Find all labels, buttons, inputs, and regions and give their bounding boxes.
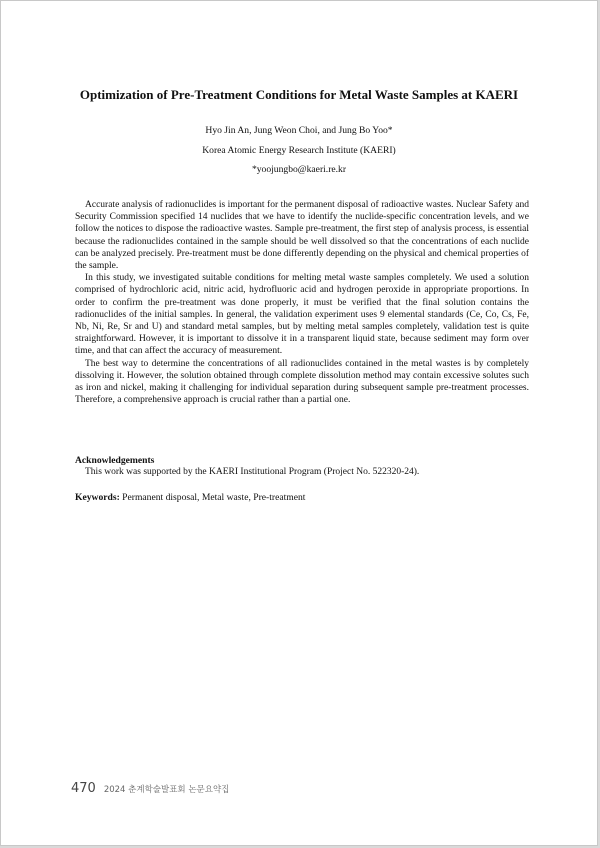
- abstract-body: [75, 199, 529, 406]
- paper-title: Optimization of Pre-Treatment Conditions for Metal Waste Samples at KAERI: [79, 87, 519, 102]
- body-paragraph: In this study, we investigated suitable conditions for melting metal waste samples completely. We used a solution comprised of hydrochloric acid, nitric acid, hydrofluoric acid and hydrogen peroxide in appropriate proportions. In order to confirm the pre-treatment was done properly, it must be verified that the final solution contains the radionuclides of the initial samples. In general, the validation experiment uses 9 elemental standards (Ce, Co, Cs, Fe, Nb, Ni, Re, Sr and U) and standard metal samples, but by melting metal samples completely, validation test is quite straightforward. However, it is important to dissolve it in a transparent liquid state, because sediment may form over time, and that can affect the accuracy of measurement.: [75, 273, 529, 357]
- affiliation: Korea Atomic Energy Research Institute (KAERI): [202, 145, 396, 156]
- body-paragraph: The best way to determine the concentrations of all radionuclides contained in the metal wastes is by completely dissolving it. However, the solution obtained through complete dissolution method may contain excessive solutes such as iron and nickel, making it challenging for individual separation during subsequent sample pre-treatment processes. Therefore, a comprehensive approach is crucial rather than a partial one.: [75, 358, 529, 406]
- keywords-label: Keywords:: [75, 492, 120, 503]
- acknowledgements-heading: Acknowledgements: [75, 455, 155, 466]
- proceedings-title: 2024 춘계학술발표회 논문요약집: [103, 785, 230, 795]
- keywords-line: [75, 492, 305, 503]
- author-list: Hyo Jin An, Jung Weon Choi, and Jung Bo Yoo*: [205, 125, 393, 136]
- keywords-text: Permanent disposal, Metal waste, Pre-treatment: [119, 492, 306, 503]
- page-footer: [71, 781, 229, 796]
- page-number: 470: [71, 781, 96, 796]
- body-paragraph: Accurate analysis of radionuclides is important for the permanent disposal of radioactive wastes. Nuclear Safety and Security Commission specified 14 nuclides that we have to identify the nuclide-specific concentration levels, and we follow the notices to dispose the radioactive wastes. Sample pre-treatment, the first step of analysis process, is essential because the radionuclides contained in the sample should be well dissolved so that the concentrations of each nuclide can be analyzed precisely. Pre-treatment must be done differently depending on the physical and chemical properties of the sample.: [75, 200, 529, 272]
- corresponding-email: *yoojungbo@kaeri.re.kr: [251, 164, 347, 175]
- acknowledgements-text: This work was supported by the KAERI Institutional Program (Project No. 522320-24).: [85, 467, 420, 477]
